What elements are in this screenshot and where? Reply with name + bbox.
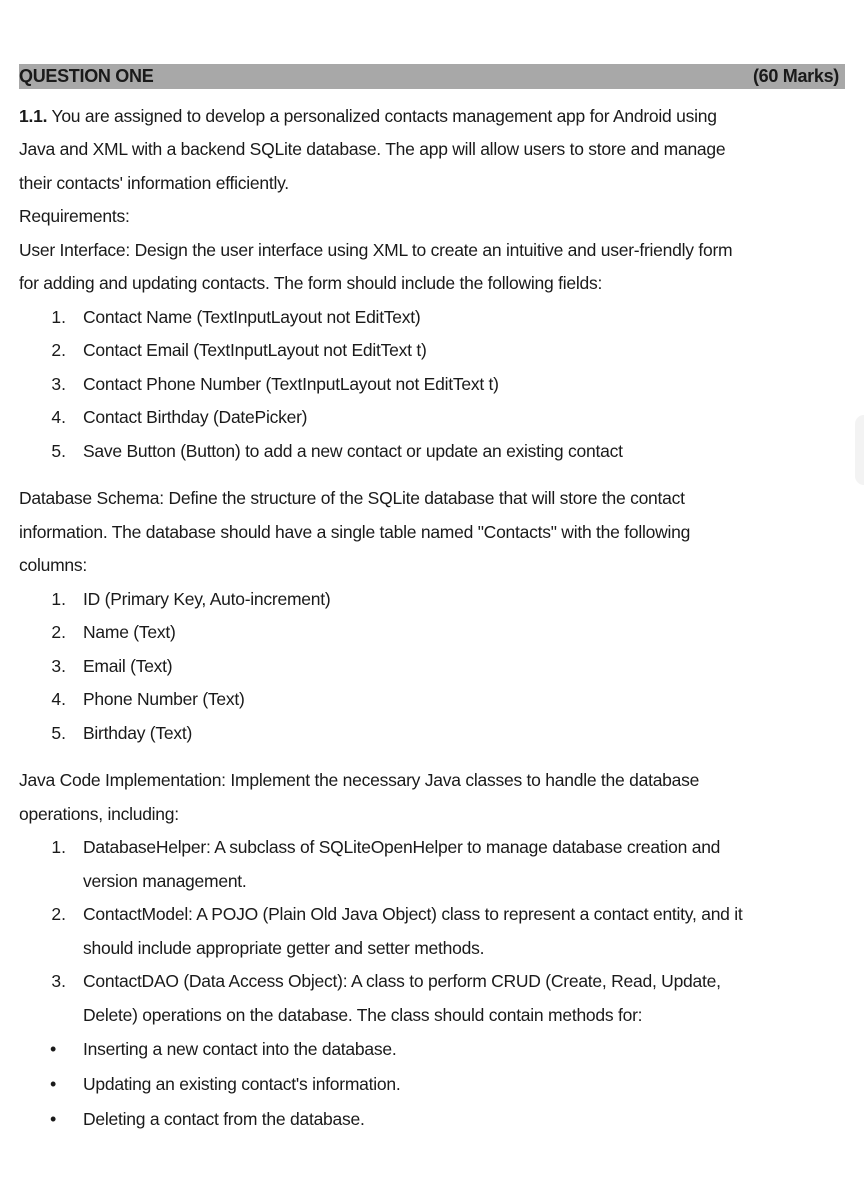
schema-line: information. The database should have a single table named "Contacts" with the following [19, 522, 691, 542]
intro-line: Java and XML with a backend SQLite database. The app will allow users to store and manage [19, 139, 726, 159]
schema-line: Database Schema: Define the structure of the SQLite database that will store the contact [19, 488, 685, 508]
list-item: Birthday (Text) [83, 723, 193, 743]
list-item: Contact Birthday (DatePicker) [83, 407, 308, 427]
list-item-cont: should include appropriate getter and setter methods. [83, 938, 485, 958]
intro-line: their contacts' information efficiently. [19, 173, 289, 193]
list-number: 5. [51, 441, 66, 461]
intro-line [19, 104, 858, 128]
floating-button-edge[interactable] [855, 415, 864, 485]
list-item: Contact Phone Number (TextInputLayout not EditText t) [83, 374, 499, 394]
java-line: Java Code Implementation: Implement the necessary Java classes to handle the database [19, 770, 700, 790]
list-item: Save Button (Button) to add a new contact or update an existing contact [83, 441, 623, 461]
list-item-cont: Delete) operations on the database. The class should contain methods for: [83, 1005, 643, 1025]
list-number: 3. [51, 374, 66, 394]
list-item: Contact Name (TextInputLayout not EditText) [83, 307, 421, 327]
list-item: Email (Text) [83, 656, 173, 676]
intro-text: You are assigned to develop a personalized contacts management app for Android using [51, 106, 717, 126]
list-number: 4. [51, 689, 66, 709]
list-number: 1. [51, 307, 66, 327]
list-number: 2. [51, 904, 66, 924]
question-header [19, 64, 845, 89]
list-number: 2. [51, 622, 66, 642]
list-number: 5. [51, 723, 66, 743]
bullet-item: Updating an existing contact's information. [83, 1074, 401, 1094]
ui-line: for adding and updating contacts. The form should include the following fields: [19, 273, 603, 293]
list-item: ContactModel: A POJO (Plain Old Java Object) class to represent a contact entity, and it [83, 904, 743, 924]
java-line: operations, including: [19, 804, 179, 824]
list-item: ContactDAO (Data Access Object): A class to perform CRUD (Create, Read, Update, [83, 971, 721, 991]
list-number: 3. [51, 971, 66, 991]
question-number: 1.1. [19, 106, 48, 126]
question-title: QUESTION ONE [19, 66, 154, 86]
list-number: 4. [51, 407, 66, 427]
schema-line: columns: [19, 555, 88, 575]
list-item: ID (Primary Key, Auto-increment) [83, 589, 331, 609]
list-item: Name (Text) [83, 622, 176, 642]
bullet-item: Inserting a new contact into the database. [83, 1039, 397, 1059]
list-number: 1. [51, 589, 66, 609]
bullet-icon: • [50, 1074, 57, 1094]
list-number: 3. [51, 656, 66, 676]
bullet-icon: • [50, 1039, 57, 1059]
bullet-item: Deleting a contact from the database. [83, 1109, 365, 1129]
list-item-cont: version management. [83, 871, 247, 891]
list-item: Phone Number (Text) [83, 689, 245, 709]
requirements-label: Requirements: [19, 206, 130, 226]
list-number: 1. [51, 837, 66, 857]
ui-line: User Interface: Design the user interface using XML to create an intuitive and user-friendly form [19, 240, 733, 260]
list-item: Contact Email (TextInputLayout not EditText t) [83, 340, 427, 360]
list-item: DatabaseHelper: A subclass of SQLiteOpenHelper to manage database creation and [83, 837, 721, 857]
list-number: 2. [51, 340, 66, 360]
question-marks: (60 Marks) [752, 66, 839, 86]
bullet-icon: • [50, 1109, 57, 1129]
